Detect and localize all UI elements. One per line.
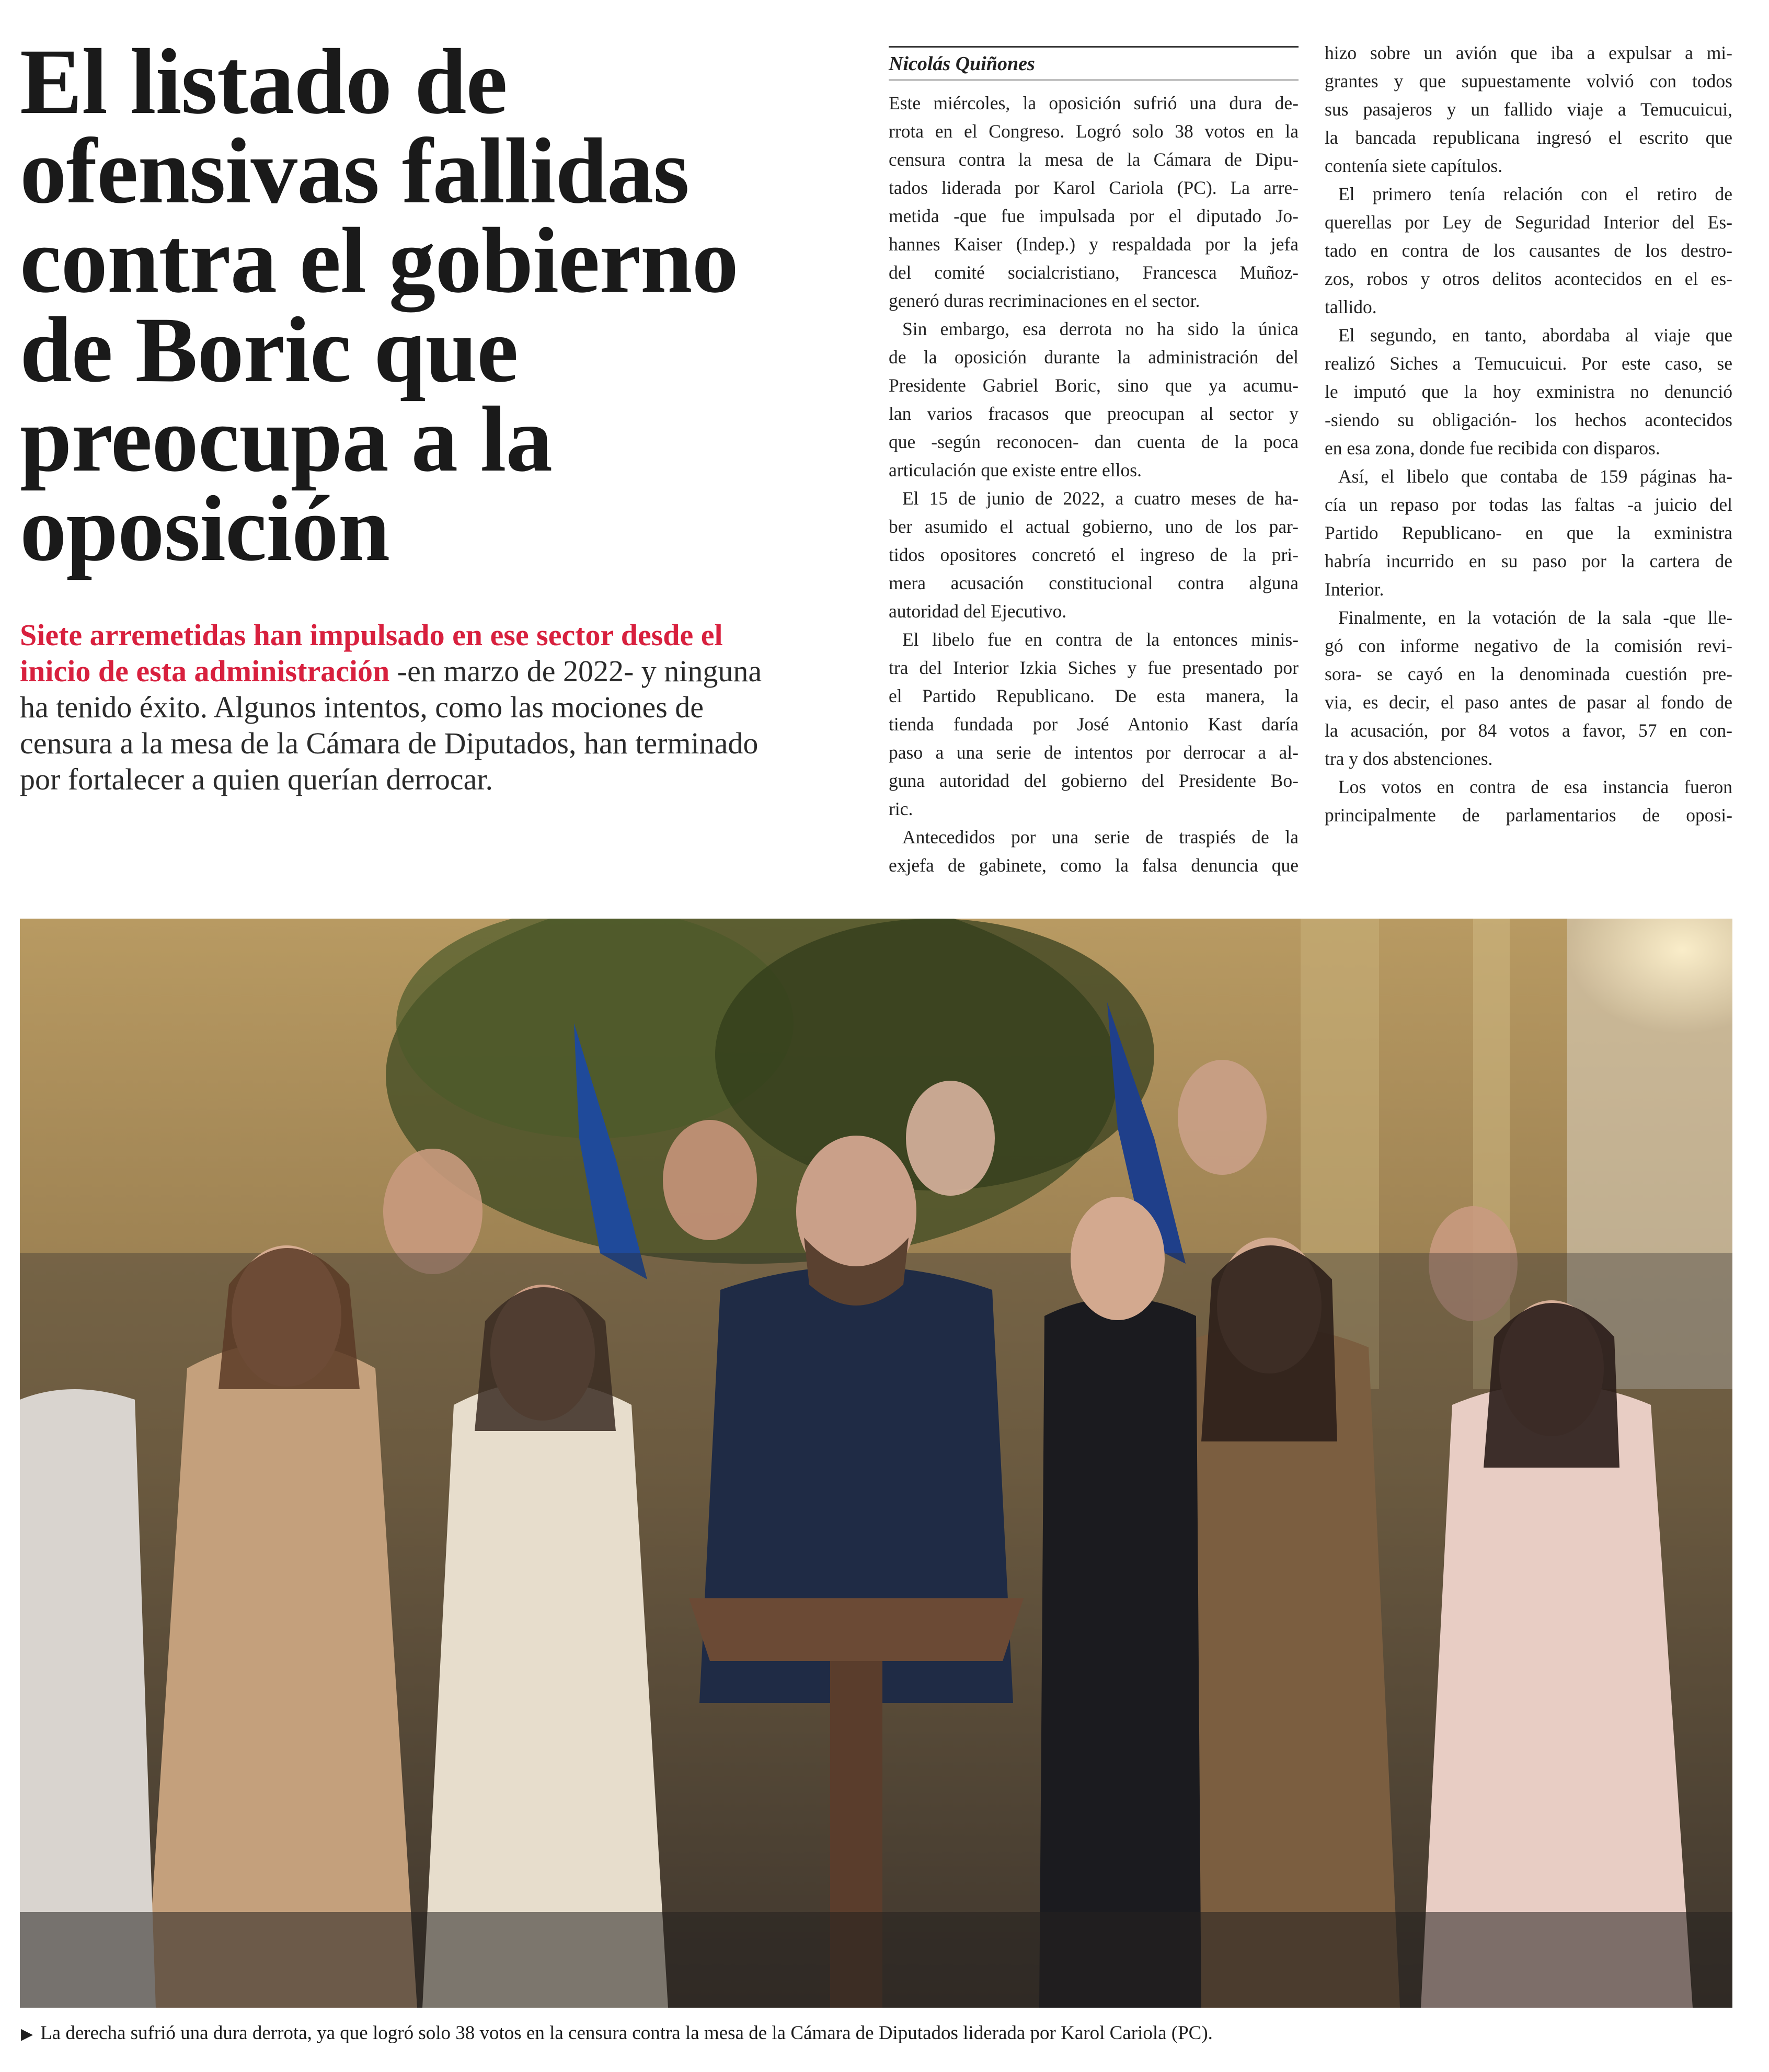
column-2-line: Partido Republicano- en que la exministra [1325, 522, 1732, 543]
column-1-line: ric. [889, 798, 913, 819]
column-1-line: tra del Interior Izkia Siches y fue presentado por [889, 657, 1299, 678]
byline-top-rule [889, 46, 1299, 48]
column-1-line: guna autoridad del gobierno del Presidente Bo- [889, 770, 1299, 791]
column-1-line: El 15 de junio de 2022, a cuatro meses de ha- [902, 488, 1299, 509]
column-1-line: autoridad del Ejecutivo. [889, 601, 1067, 622]
column-2-line: la bancada republicana ingresó el escrito que [1325, 127, 1732, 148]
column-1-line: El libelo fue en contra de la entonces minis- [902, 629, 1299, 650]
column-2-line: Interior. [1325, 579, 1384, 600]
column-1-line: tienda fundada por José Antonio Kast daría [889, 714, 1299, 735]
article-column-2 [1325, 39, 1732, 829]
column-2-line: grantes y que supuestamente volvió con todos [1325, 71, 1732, 91]
column-1-line: ber asumido el actual gobierno, uno de los par- [889, 516, 1299, 537]
headline-line: El listado de [20, 29, 507, 133]
column-1-line: Presidente Gabriel Boric, sino que ya acumu- [889, 375, 1299, 396]
column-1-line: paso a una serie de intentos por derrocar a al- [889, 742, 1299, 763]
headline [20, 29, 835, 580]
column-2-line: la acusación, por 84 votos a favor, 57 en con- [1325, 720, 1732, 741]
column-2-line: contenía siete capítulos. [1325, 155, 1503, 176]
article-column-1 [889, 89, 1299, 879]
column-2-line: tado en contra de los causantes de los destro- [1325, 240, 1732, 261]
column-2-line: Los votos en contra de esa instancia fueron [1338, 776, 1732, 797]
column-2-line: via, es decir, el paso antes de pasar al fondo de [1325, 692, 1732, 713]
column-2-line: zos, robos y otros delitos acontecidos en el es- [1325, 268, 1732, 289]
lead-rest: -en marzo de 2022- y ninguna ha tenido éxito. Algunos intentos, como las mociones de censura a la mesa de la Cámara de Diputados, han terminado por fortalecer a quien querían derrocar. [20, 654, 762, 796]
column-2-line: en esa zona, donde fue recibida con disparos. [1325, 438, 1660, 459]
headline-line: preocupa a la [20, 387, 552, 491]
column-2-line: Finalmente, en la votación de la sala -que lle- [1338, 607, 1732, 628]
column-1-line: censura contra la mesa de la Cámara de Dipu- [889, 149, 1299, 170]
column-1-line: mera acusación constitucional contra alguna [889, 573, 1299, 593]
headline-line: de Boric que [20, 297, 518, 402]
column-1-line: del comité socialcristiano, Francesca Muñoz- [889, 262, 1299, 283]
column-1-line: articulación que existe entre ellos. [889, 460, 1142, 480]
column-2-line: principalmente de parlamentarios de oposi- [1325, 805, 1732, 826]
column-2-line: Así, el libelo que contaba de 159 páginas ha- [1338, 466, 1732, 487]
column-1-line: tidos opositores concretó el ingreso de la pri- [889, 544, 1299, 565]
photo-caption [21, 2020, 1736, 2047]
column-2-line: sora- se cayó en la denominada cuestión pre- [1325, 663, 1732, 684]
byline: Nicolás Quiñones [889, 53, 1035, 75]
column-2-line: El segundo, en tanto, abordaba al viaje que [1338, 325, 1732, 346]
lead-highlight: Siete arremetidas han impulsado en ese sector desde el inicio de esta administración [20, 618, 723, 688]
caption-text: La derecha sufrió una dura derrota, ya que logró solo 38 votos en la censura contra la mesa de la Cámara de Diputados liderada por Karol Cariola (PC). [40, 2022, 1213, 2044]
column-1-line: tados liderada por Karol Cariola (PC). La arre- [889, 177, 1299, 198]
column-1-line: que -según reconocen- dan cuenta de la poca [889, 431, 1299, 452]
column-1-line: hannes Kaiser (Indep.) y respaldada por la jefa [889, 234, 1299, 255]
headline-line: ofensivas fallidas [20, 119, 689, 223]
column-1-line: rrota en el Congreso. Logró solo 38 votos en la [889, 121, 1299, 142]
column-1-line: de la oposición durante la administración del [889, 347, 1299, 368]
column-2-line: tallido. [1325, 296, 1377, 317]
column-1-line: Sin embargo, esa derrota no ha sido la única [902, 318, 1299, 339]
headline-line: contra el gobierno [20, 208, 738, 312]
photo-illustration [20, 919, 1732, 2008]
column-2-line: cía un repaso por todas las faltas -a juicio del [1325, 494, 1732, 515]
column-2-line: hizo sobre un avión que iba a expulsar a mi- [1325, 42, 1732, 63]
column-2-line: gó con informe negativo de la comisión revi- [1325, 635, 1732, 656]
column-2-line: -siendo su obligación- los hechos acontecidos [1325, 409, 1732, 430]
column-2-line: querellas por Ley de Seguridad Interior del Es- [1325, 212, 1732, 233]
headline-line: oposición [20, 476, 390, 580]
column-1-line: lan varios fracasos que preocupan al sector y [889, 403, 1299, 424]
column-2-line: tra y dos abstenciones. [1325, 748, 1493, 769]
column-1-line: Antecedidos por una serie de traspiés de la [902, 827, 1299, 848]
column-2-line: El primero tenía relación con el retiro de [1338, 184, 1732, 204]
column-1-line: metida -que fue impulsada por el diputado Jo- [889, 205, 1299, 226]
column-2-line: le imputó que la hoy exministra no denunció [1325, 381, 1732, 402]
news-photo [20, 919, 1732, 2008]
caption-triangle-icon: ▶ [21, 2025, 33, 2043]
column-2-line: realizó Siches a Temucuicui. Por este caso, se [1325, 353, 1732, 374]
column-2-line: habría incurrido en su paso por la cartera de [1325, 551, 1732, 571]
column-1-line: generó duras recriminaciones en el sector. [889, 290, 1200, 311]
column-1-line: exjefa de gabinete, como la falsa denuncia que [889, 855, 1299, 876]
lead-paragraph [20, 617, 788, 797]
byline-bottom-rule [889, 79, 1299, 81]
column-2-line: sus pasajeros y un fallido viaje a Temucuicui, [1325, 99, 1732, 120]
column-1-line: Este miércoles, la oposición sufrió una dura de- [889, 93, 1299, 113]
column-1-line: el Partido Republicano. De esta manera, la [889, 685, 1299, 706]
